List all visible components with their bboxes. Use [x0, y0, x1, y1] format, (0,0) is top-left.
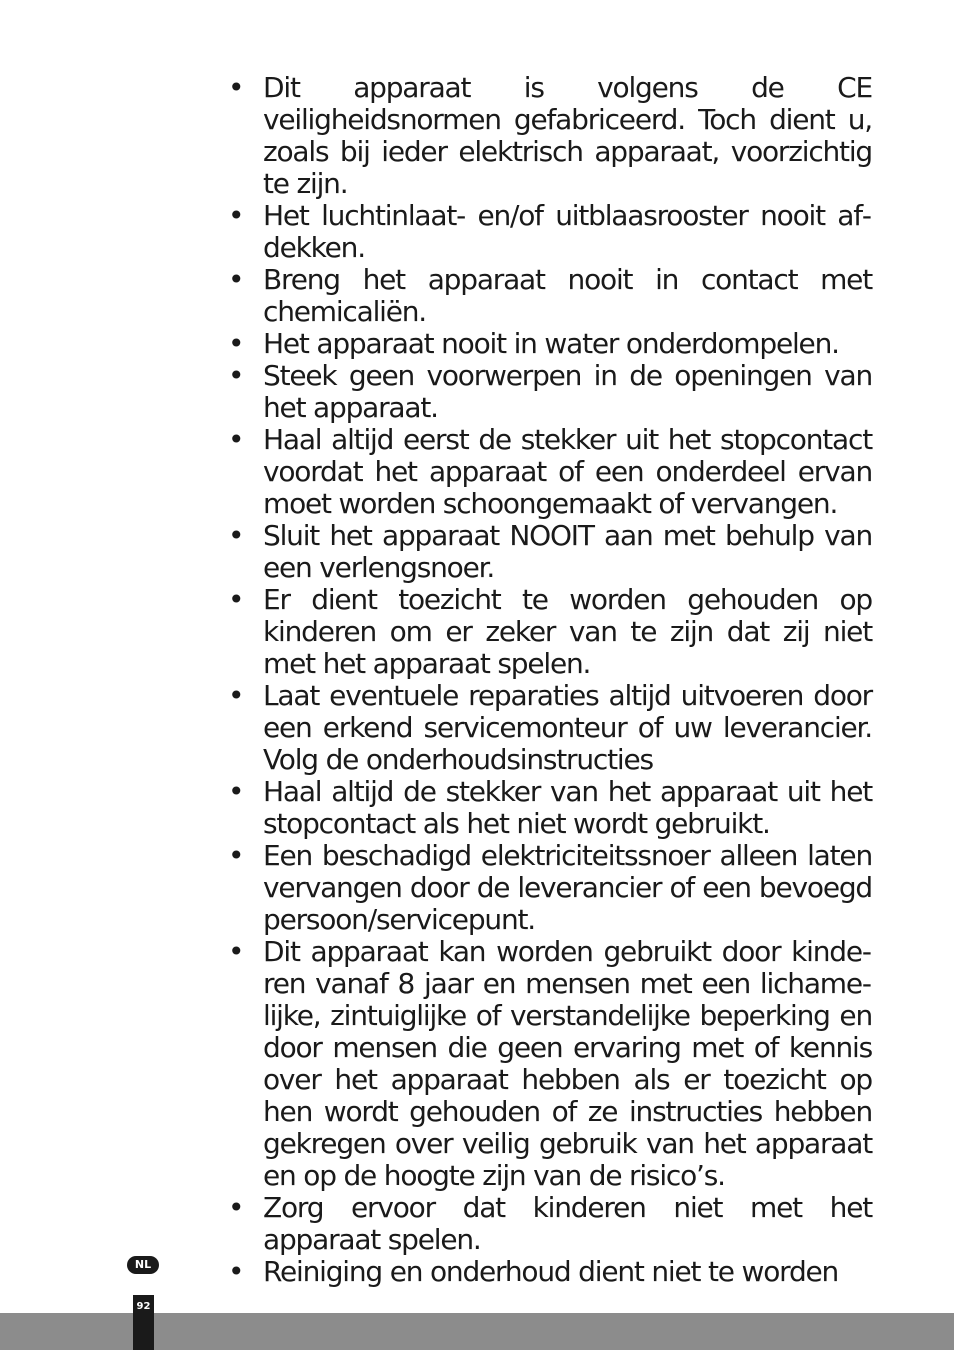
bullet-text: Het luchtinlaat- en/of uitblaasrooster nooit afdekken. [263, 199, 872, 264]
bullet-item [226, 1256, 872, 1288]
bullet-item [226, 936, 872, 1192]
bullet-marker: • [228, 327, 244, 360]
bullet-text: Sluit het apparaat NOOIT aan met behulp van een verlengsnoer. [263, 519, 872, 584]
bullet-marker: • [228, 1255, 244, 1288]
bullet-marker: • [228, 263, 244, 296]
bullet-text: Er dient toezicht te worden gehouden op kinderen om er zeker van te zijn dat zij niet met het apparaat spelen. [263, 583, 872, 680]
bullet-text: Haal altijd de stekker van het apparaat uit het stopcontact als het niet wordt gebruikt. [263, 775, 872, 840]
instructions-body [226, 72, 872, 1288]
bullet-item [226, 776, 872, 840]
bullet-marker: • [228, 679, 244, 712]
bullet-item [226, 584, 872, 680]
bullet-text: Het apparaat nooit in water onderdompelen. [263, 327, 839, 360]
bullet-item [226, 328, 872, 360]
bullet-item [226, 360, 872, 424]
bullet-item [226, 424, 872, 520]
bullet-marker: • [228, 775, 244, 808]
bullet-item [226, 680, 872, 776]
page-number: 92 [136, 1301, 151, 1312]
bullet-text: Dit apparaat kan worden gebruikt door kinderen vanaf 8 jaar en mensen met een lichamelijke, zintuiglijke of verstandelijke beperking en door mensen die geen ervaring met of kennis over het apparaat hebben als er toezicht op hen wordt gehouden of ze instructies hebben gekregen over veilig gebruik van het apparaat en op de hoogte zijn van de risico’s. [263, 935, 872, 1192]
bullet-marker: • [228, 935, 244, 968]
page-number-tab [133, 1295, 154, 1350]
bullet-text: Zorg ervoor dat kinderen niet met het apparaat spelen. [263, 1191, 872, 1256]
bullet-item [226, 520, 872, 584]
bullet-marker: • [228, 519, 244, 552]
bullet-text: Haal altijd eerst de stekker uit het stopcontact voordat het apparaat of een onderdeel ervan moet worden schoongemaakt of vervangen. [263, 423, 872, 520]
bullet-text: Breng het apparaat nooit in contact met chemicaliën. [263, 263, 872, 328]
bullet-item [226, 264, 872, 328]
bullet-text: Reiniging en onderhoud dient niet te worden [263, 1255, 839, 1288]
bullet-text: Steek geen voorwerpen in de openingen van het apparaat. [263, 359, 872, 424]
bullet-marker: • [228, 71, 244, 104]
language-badge: NL [127, 1256, 159, 1274]
bullet-item [226, 840, 872, 936]
bullet-marker: • [228, 423, 244, 456]
bullet-item [226, 1192, 872, 1256]
bullet-text: Dit apparaat is volgens de CE veiligheidsnormen gefabriceerd. Toch dient u, zoals bij ieder elektrisch apparaat, voorzichtig te zijn. [263, 71, 872, 200]
bullet-marker: • [228, 199, 244, 232]
bullet-marker: • [228, 359, 244, 392]
safety-bullet-list [226, 72, 872, 1288]
bullet-text: Laat eventuele reparaties altijd uitvoeren door een erkend servicemonteur of uw leverancier. Volg de onderhoudsinstructies [263, 679, 872, 776]
bullet-item [226, 200, 872, 264]
bullet-text: Een beschadigd elektriciteitssnoer alleen laten vervangen door de leverancier of een bevoegd persoon/servicepunt. [263, 839, 872, 936]
bullet-marker: • [228, 583, 244, 616]
bullet-marker: • [228, 1191, 244, 1224]
bullet-marker: • [228, 839, 244, 872]
bullet-item [226, 72, 872, 200]
